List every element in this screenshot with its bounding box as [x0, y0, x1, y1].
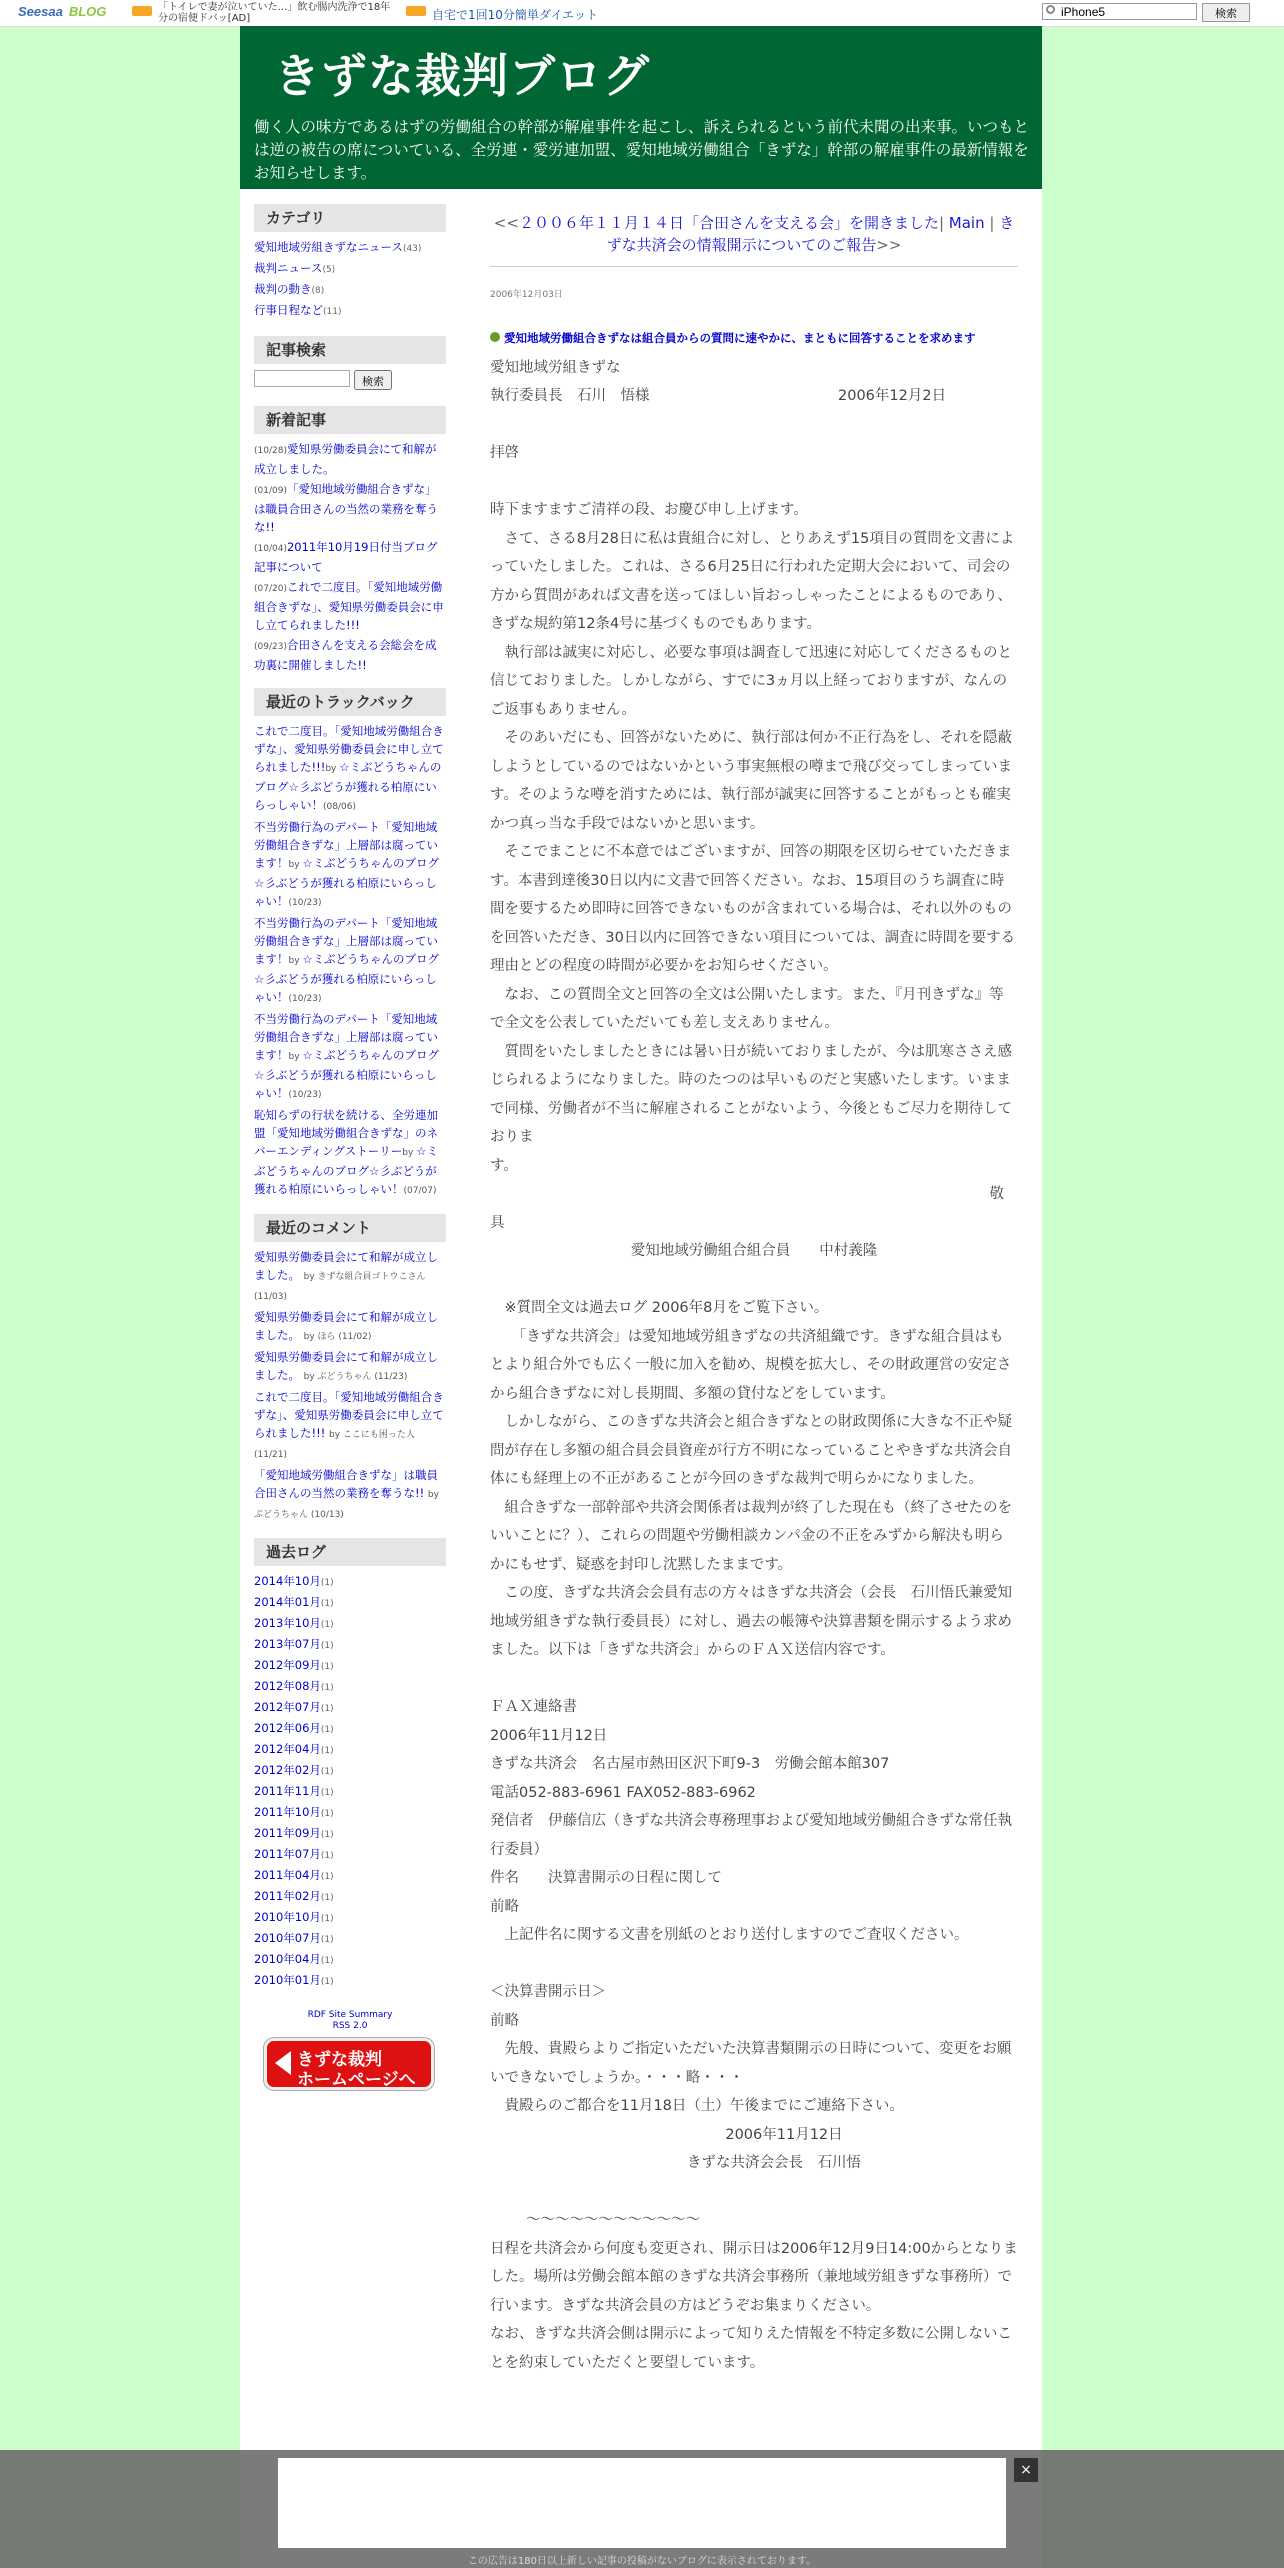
trackback-item [254, 914, 446, 1008]
recent-item [254, 578, 446, 634]
archive-count: (1) [320, 1641, 334, 1651]
categories-heading: カテゴリ [254, 204, 446, 232]
body-paragraph: 執行委員長 石川 悟様 2006年12月2日 [490, 388, 947, 404]
comment-meta: by きずな組合員ゴトウこさん (11/03) [254, 1272, 426, 1302]
sidebar-search [254, 370, 446, 390]
archive-count: (1) [320, 1830, 334, 1840]
trackback-date: (10/23) [288, 898, 322, 908]
trackback-date: (08/06) [323, 802, 356, 812]
rss-link[interactable]: RSS 2.0 [332, 2021, 368, 2031]
recent-link[interactable]: 「愛知地域労働組合きずな」は職員合田さんの当然の業務を奪うな!! [254, 482, 438, 534]
trackback-heading: 最近のトラックバック [254, 688, 446, 716]
trackback-item [254, 1010, 446, 1104]
recent-heading: 新着記事 [254, 406, 446, 434]
archive-count: (1) [320, 1578, 334, 1588]
archive-item [254, 1929, 446, 1950]
archive-item [254, 1803, 446, 1824]
archive-item [254, 1593, 446, 1614]
archive-link[interactable]: 2014年10月 [254, 1574, 321, 1588]
rdf-link[interactable]: RDF Site Summary [307, 2010, 393, 2020]
fax-date: 2006年11月12日 [725, 2126, 843, 2143]
category-link[interactable]: 愛知地域労組きずなニュース [254, 240, 403, 254]
logo-blog-text: BLOG [68, 4, 107, 19]
archive-link[interactable]: 2011年04月 [254, 1868, 321, 1882]
body-paragraph: す。 [490, 1157, 518, 1174]
comment-item [254, 1348, 446, 1386]
archive-item [254, 1971, 446, 1992]
archive-item [254, 1824, 446, 1845]
entry-navigation: <<２００６年１１月１４日「合田さんを支える会」を開きました| Main | きずな共済会の情報開示についてのご報告>> [490, 212, 1018, 267]
category-count: (43) [402, 244, 422, 254]
recent-date: (01/09) [254, 486, 287, 496]
archive-count: (1) [320, 1599, 334, 1609]
archive-link[interactable]: 2012年06月 [254, 1721, 321, 1735]
body-paragraph: 電話052-883-6961 FAX052-883-6962 [490, 1784, 756, 1801]
category-item [254, 238, 446, 259]
recent-link[interactable]: これで二度目。「愛知地域労働組合きずな」、愛知県労働委員会に申し立てられました!!! [254, 580, 444, 632]
archive-link[interactable]: 2014年01月 [254, 1595, 321, 1609]
archive-link[interactable]: 2012年07月 [254, 1700, 321, 1714]
trackback-date: (07/07) [403, 1186, 437, 1196]
trackback-author-link[interactable]: ☆ミぶどうちゃんのブログ☆彡ぶどうが獲れる柏原にいらっしゃい！ [254, 1144, 438, 1196]
bottom-ad-overlay [0, 2450, 1284, 2568]
archive-item [254, 1656, 446, 1677]
entry-body [490, 354, 1018, 2378]
prev-entry-link[interactable]: ２００６年１１月１４日「合田さんを支える会」を開きました [518, 214, 939, 232]
body-paragraph: そこでまことに不本意ではございますが、回答の期限を区切らせていただきます。本書到達後30日以内に文書で回答ください。なお、15項目のうち調査に時間を要するため即時に回答できないものが含まれている場合は、それ以外のものを回答いただき、30日以内に回答できない項目については、調査に時間を要する理由とどの程度の時間が必要かをお知らせください。 [490, 844, 1016, 974]
body-paragraph [490, 468, 1018, 497]
recent-link[interactable]: 愛知県労働委員会にて和解が成立しました。 [254, 442, 437, 476]
body-paragraph: 発信者 伊藤信広（きずな共済会専務理事および愛知地域労働組合きずな常任執行委員） [490, 1813, 1012, 1858]
comment-link[interactable]: 愛知県労働委員会にて和解が成立しました。 [254, 1310, 438, 1342]
tilde-divider: ～～～～～～～～～～～～ [526, 2212, 700, 2228]
blog-header [240, 26, 1042, 189]
body-paragraph: 執行部は誠実に対応し、必要な事項は調査して迅速に対応してくださるものと信じておりました。しかしながら、すでに3ヵ月以上経っておりますが、なんのご返事もありません。 [490, 644, 1012, 718]
trackback-author-link[interactable]: ☆ミぶどうちゃんのブログ☆彡ぶどうが獲れる柏原にいらっしゃい！ [254, 1048, 439, 1100]
main-content [490, 212, 1018, 2377]
body-paragraph: 上記件名に関する文書を別紙のとおり送付しますのでご査収ください。 [490, 1927, 969, 1943]
trackback-by: by [288, 956, 303, 966]
category-link[interactable]: 行事日程など [254, 303, 323, 317]
category-link[interactable]: 裁判の動き [254, 282, 312, 296]
archive-link[interactable]: 2013年10月 [254, 1616, 321, 1630]
body-paragraph: 愛知地域労組きずな [490, 359, 621, 376]
body-paragraph: 2006年11月12日 [490, 1727, 608, 1744]
recent-item [254, 440, 446, 478]
feed-links [254, 2010, 446, 2032]
archive-item [254, 1887, 446, 1908]
ad-note: この広告は180日以上新しい記事の投稿がないブログに表示されております。 [467, 2556, 817, 2567]
comments-heading: 最近のコメント [254, 1214, 446, 1242]
trackback-by: by [325, 764, 340, 774]
signature: 愛知地域労働組合組合員 中村義隆 [630, 1243, 878, 1259]
recent-item [254, 538, 446, 576]
entry-title-link[interactable]: 愛知地域労働組合きずなは組合員からの質問に速やかに、まともに回答することを求めます [504, 330, 976, 345]
recent-date: (07/20) [254, 584, 287, 594]
trackback-date: (10/23) [288, 994, 322, 1004]
body-paragraph: 先般、貴殿らよりご指定いただいた決算書類開示の日時について、変更をお願いできないでしょうか。・・・略・・・ [490, 2041, 1012, 2086]
sidebar-search-input[interactable] [254, 370, 350, 387]
ad-frame[interactable] [278, 2458, 1006, 2548]
archive-link[interactable]: 2010年01月 [254, 1973, 321, 1987]
entry-title [490, 330, 1018, 346]
comment-item [254, 1388, 446, 1464]
sidebar [254, 204, 446, 2090]
archive-count: (1) [320, 1725, 334, 1735]
trackback-link[interactable]: 不当労働行為のデパート「愛知地域労働組合きずな」上層部は腐っています！ [254, 1012, 438, 1062]
top-ad-link-2[interactable]: 自宅で1回10分簡単ダイエット [432, 8, 598, 22]
archive-link[interactable]: 2010年04月 [254, 1952, 321, 1966]
category-count: (8) [311, 286, 325, 296]
trackback-author-link[interactable]: ☆ミぶどうちゃんのブログ☆彡ぶどうが獲れる柏原にいらっしゃい！ [254, 760, 442, 812]
category-item [254, 280, 446, 301]
sidebar-search-button[interactable]: 検索 [354, 370, 392, 390]
body-paragraph: 拝啓 [490, 445, 519, 461]
archive-count: (1) [320, 1704, 334, 1714]
page-container [240, 26, 1042, 2568]
seesaa-logo[interactable] [18, 4, 106, 19]
category-item [254, 259, 446, 280]
body-paragraph: しかしながら、このきずな共済会と組合きずなとの財政関係に大きな不正や疑問が存在し多額の組合員会員資産が行方不明になっていることやきずな共済会自体にも経理上の不正があることが今回のきずな裁判で明らかになりました。 [490, 1414, 1012, 1487]
body-paragraph: 貴殿らのご都合を11月18日（土）午後までにご連絡下さい。 [490, 2098, 904, 2114]
archive-heading: 過去ログ [254, 1538, 446, 1566]
fax-signature: きずな共済会会長 石川悟 [687, 2155, 861, 2171]
body-paragraph [490, 411, 1018, 440]
archive-item [254, 1740, 446, 1761]
archive-item [254, 1698, 446, 1719]
archive-count: (1) [320, 1935, 334, 1945]
top-search-input[interactable] [1042, 3, 1197, 20]
body-paragraph: なお、きずな共済会側は開示によって知りえた情報を不特定多数に公開しないことを約束していただくと要望しています。 [490, 2326, 1012, 2371]
logo-text: Seesaa [18, 4, 63, 19]
category-item [254, 301, 446, 322]
comment-meta: by ほら (11/02) [303, 1332, 372, 1342]
category-list [254, 238, 446, 322]
body-paragraph: なお、この質問全文と回答の全文は公開いたします。また、『月刊きずな』等で全文を公表していただいても差し支えありません。 [490, 986, 1004, 1031]
archive-count: (1) [320, 1809, 334, 1819]
trackback-link[interactable]: 不当労働行為のデパート「愛知地域労働組合きずな」上層部は腐っています！ [254, 916, 438, 966]
body-paragraph [490, 1665, 1018, 1694]
archive-count: (1) [320, 1746, 334, 1756]
archive-link[interactable]: 2012年09月 [254, 1658, 321, 1672]
archive-count: (1) [320, 1914, 334, 1924]
archive-link[interactable]: 2012年02月 [254, 1763, 321, 1777]
trackback-author-link[interactable]: ☆ミぶどうちゃんのブログ☆彡ぶどうが獲れる柏原にいらっしゃい！ [254, 856, 439, 908]
homepage-button-line1: きずな裁判 [297, 2050, 382, 2070]
comment-meta: by ここにも困った人 (11/21) [254, 1430, 415, 1460]
body-paragraph: 質問をいたしましたときには暑い日が続いておりましたが、今は肌寒ささえ感じられるようになりました。時のたつのは早いものだと実感いたします。いままで同様、労働者が不当に解雇されることがないよう、今後ともご尽力を期待しておりま [490, 1043, 1012, 1145]
archive-item [254, 1950, 446, 1971]
archive-item [254, 1845, 446, 1866]
search-heading: 記事検索 [254, 336, 446, 364]
archive-item [254, 1782, 446, 1803]
archive-link[interactable]: 2010年10月 [254, 1910, 321, 1924]
ad-badge-icon [406, 6, 426, 16]
trackback-list [254, 722, 446, 1200]
archive-count: (1) [320, 1683, 334, 1693]
archive-link[interactable]: 2010年07月 [254, 1931, 321, 1945]
category-link[interactable]: 裁判ニュース [254, 261, 323, 275]
trackback-link[interactable]: 不当労働行為のデパート「愛知地域労働組合きずな」上層部は腐っています！ [254, 820, 438, 870]
comment-meta: by ぶどうちゃん (10/13) [254, 1490, 439, 1520]
recent-item [254, 636, 446, 674]
archive-count: (1) [320, 1851, 334, 1861]
body-paragraph: さて、さる8月28日に私は貴組合に対し、とりあえず15項目の質問を文書によっていたしました。これは、さる6月25日に行われた定期大会において、司会の方から質問があれば文書を送ってほしい旨おっしゃったことによるものであり、きずな規約第12条4号に基づくものでもあります。 [490, 530, 1015, 632]
archive-count: (1) [320, 1956, 334, 1966]
body-paragraph: ＦＡＸ連絡書 [490, 1699, 577, 1715]
blog-title[interactable]: きずな裁判ブログ [274, 49, 650, 103]
top-ad-link-1[interactable]: 「トイレで妻が泣いていた…」飲む腸内洗浄で18年分の宿便ドバッ[AD] [158, 2, 391, 24]
category-count: (5) [322, 265, 336, 275]
trackback-by: by [288, 860, 303, 870]
body-paragraph [490, 1266, 1018, 1295]
trackback-link[interactable]: 恥知らずの行状を続ける、全労連加盟「愛知地域労働組合きずな」のネバーエンディングストーリー [254, 1108, 438, 1158]
comment-item [254, 1248, 446, 1306]
body-paragraph: 組合きずな一部幹部や共済会関係者は裁判が終了した現在も（終了させたのをいいことに？）、これらの問題や労働相談カンパ金の不正をみずから解決も明らかにもせず、疑惑を封印し沈黙したままです。 [490, 1499, 1012, 1573]
comment-link[interactable]: 愛知県労働委員会にて和解が成立しました。 [254, 1350, 438, 1382]
search-icon [1046, 5, 1055, 14]
comment-link[interactable]: 「愛知地域労働組合きずな」は職員合田さんの当然の業務を奪うな!! [254, 1468, 438, 1500]
trackback-item [254, 722, 446, 816]
archive-link[interactable]: 2012年04月 [254, 1742, 321, 1756]
archive-item [254, 1572, 446, 1593]
archive-link[interactable]: 2011年09月 [254, 1826, 321, 1840]
archive-link[interactable]: 2011年02月 [254, 1889, 321, 1903]
archive-link[interactable]: 2011年10月 [254, 1805, 321, 1819]
body-paragraph [490, 1950, 1018, 1979]
body-paragraph: 時下ますますご清祥の段、お慶び申し上げます。 [490, 502, 808, 518]
arrow-left-icon [275, 2051, 291, 2075]
blog-description: 働く人の味方であるはずの労働組合の幹部が解雇事件を起こし、訴えられるという前代未聞の出来事。いつもとは逆の被告の席についている、全労連・愛労連加盟、愛知地域労働組合「きずな」幹部の解雇事件の最新情報をお知らせします。 [254, 118, 1030, 182]
archive-link[interactable]: 2012年08月 [254, 1679, 321, 1693]
archive-count: (1) [320, 1620, 334, 1630]
homepage-button[interactable] [264, 2038, 434, 2090]
trackback-by: by [402, 1148, 417, 1158]
trackback-date: (10/23) [288, 1090, 322, 1100]
archive-link[interactable]: 2011年11月 [254, 1784, 321, 1798]
comment-item [254, 1308, 446, 1346]
archive-item [254, 1761, 446, 1782]
archive-count: (1) [320, 1893, 334, 1903]
bullet-icon [490, 332, 500, 342]
recent-list [254, 440, 446, 674]
archive-link[interactable]: 2011年07月 [254, 1847, 321, 1861]
comment-link[interactable]: これで二度目。「愛知地域労働組合きずな」、愛知県労働委員会に申し立てられました!!! [254, 1390, 444, 1440]
top-bar [0, 0, 1284, 27]
body-paragraph: 「きずな共済会」は愛知地域労組きずなの共済組織です。きずな組合員はもとより組合外でも広く一般に加入を勧め、規模を拡大し、その財政運営の安定さから組合きずなに対し長期間、多額の貸付などをしています。 [490, 1328, 1012, 1402]
trackback-author-link[interactable]: ☆ミぶどうちゃんのブログ☆彡ぶどうが獲れる柏原にいらっしゃい！ [254, 952, 439, 1004]
top-search-button[interactable]: 検索 [1202, 3, 1250, 22]
comment-meta: by ぶどうちゃん (11/23) [303, 1372, 408, 1382]
trackback-by: by [288, 1052, 303, 1062]
archive-item [254, 1719, 446, 1740]
trackback-item [254, 1106, 446, 1200]
body-paragraph: 前略 [490, 1898, 519, 1915]
archive-count: (1) [320, 1788, 334, 1798]
comment-list [254, 1248, 446, 1524]
archive-link[interactable]: 2013年07月 [254, 1637, 321, 1651]
close-icon[interactable]: × [1014, 2458, 1038, 2482]
archive-count: (1) [320, 1767, 334, 1777]
trackback-link[interactable]: これで二度目。「愛知地域労働組合きずな」、愛知県労働委員会に申し立てられました!!! [254, 724, 444, 774]
ad-badge-icon [132, 6, 152, 16]
archive-item [254, 1635, 446, 1656]
trackback-item [254, 818, 446, 912]
recent-link[interactable]: 2011年10月19日付当ブログ記事について [254, 540, 438, 574]
archive-count: (1) [320, 1977, 334, 1987]
archive-item [254, 1866, 446, 1887]
recent-date: (10/28) [254, 446, 287, 456]
body-paragraph: 前略 [490, 2012, 519, 2029]
entry-date: 2006年12月03日 [490, 290, 563, 300]
archive-count: (1) [320, 1662, 334, 1672]
archive-list [254, 1572, 446, 1992]
recent-item [254, 480, 446, 536]
main-link[interactable]: Main [948, 214, 985, 232]
closing-keigu-1: 敬 [989, 1186, 1004, 1202]
comment-link[interactable]: 愛知県労働委員会にて和解が成立しました。 [254, 1250, 438, 1282]
archive-item [254, 1908, 446, 1929]
body-paragraph: 件名 決算書開示の日程に関して [490, 1870, 722, 1886]
archive-count: (1) [320, 1872, 334, 1882]
body-paragraph: きずな共済会 名古屋市熱田区沢下町9-3 労働会館本館307 [490, 1756, 890, 1772]
category-count: (11) [323, 307, 342, 317]
homepage-button-line2: ホームページへ [297, 2070, 416, 2090]
body-paragraph: ※質問全文は過去ログ 2006年8月をご覧下さい。 [490, 1300, 829, 1316]
recent-date: (09/23) [254, 642, 287, 652]
comment-item [254, 1466, 446, 1524]
recent-link[interactable]: 合田さんを支える会総会を成功裏に開催しました!! [254, 638, 437, 672]
body-paragraph: ＜決算書開示日＞ [490, 1984, 606, 2000]
closing-keigu-2: 具 [490, 1214, 505, 1231]
archive-item [254, 1677, 446, 1698]
archive-item [254, 1614, 446, 1635]
body-paragraph: 日程を共済会から何度も変更され、開示日は2006年12月9日14:00からとなりました。場所は労働会館本館のきずな共済会事務所（兼地域労組きずな事務所）で行います。きずな共済会員の方はどうぞお集まりください。 [490, 2240, 1018, 2314]
body-paragraph: この度、きずな共済会会員有志の方々はきずな共済会（会長 石川悟氏兼愛知地域労組きずな執行委員長）に対し、過去の帳簿や決算書類を開示するよう求めました。以下は「きずな共済会」からのＦＡＸ送信内容です。 [490, 1585, 1012, 1658]
recent-date: (10/04) [254, 544, 287, 554]
body-paragraph: そのあいだにも、回答がないために、執行部は何か不正行為をし、それを隠蔽しようとしているのではないかという事実無根の噂まで飛び交ってしまっています。そのような噂を消すためには、執行部が誠実に回答することがもっとも確実かつ真っ当な手段ではないかと思います。 [490, 730, 1012, 832]
next-entry-link[interactable]: きずな共済会の情報開示についてのご報告 [606, 214, 1015, 254]
